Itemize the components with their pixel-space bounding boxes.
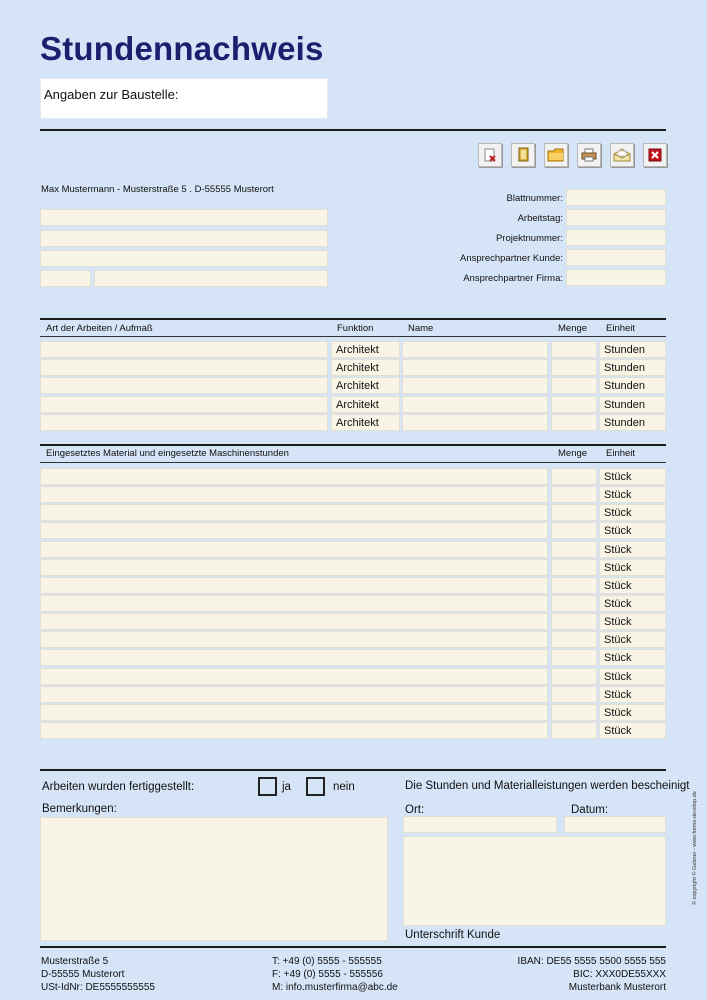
- ja-checkbox[interactable]: [258, 777, 277, 796]
- material-einheit-field[interactable]: Stück: [599, 468, 666, 485]
- material-menge-field[interactable]: [551, 468, 597, 485]
- ja-label: ja: [282, 781, 291, 793]
- material-einheit-field[interactable]: Stück: [599, 577, 666, 594]
- bescheinigt-label: Die Stunden und Materialleistungen werden bescheinigt: [405, 780, 690, 792]
- material-einheit-field[interactable]: Stück: [599, 595, 666, 612]
- work-einheit-field[interactable]: Stunden: [599, 359, 666, 376]
- material-menge-field[interactable]: [551, 668, 597, 685]
- material-field[interactable]: [40, 504, 548, 521]
- form-toolbar: [478, 143, 667, 167]
- material-field[interactable]: [40, 704, 548, 721]
- work-funktion-field[interactable]: Architekt: [331, 341, 400, 358]
- material-einheit-field[interactable]: Stück: [599, 649, 666, 666]
- work-menge-field[interactable]: [551, 359, 597, 376]
- work-name-field[interactable]: [402, 396, 548, 413]
- footer-line: IBAN: DE55 5555 5500 5555 555: [517, 956, 666, 967]
- material-field[interactable]: [40, 722, 548, 739]
- print-icon: [581, 147, 597, 163]
- work-table-top-rule: [40, 318, 666, 320]
- ort-field[interactable]: [403, 816, 557, 833]
- material-field[interactable]: [40, 577, 548, 594]
- work-art-field[interactable]: [40, 396, 328, 413]
- bemerkungen-field[interactable]: [40, 817, 388, 941]
- footer-line: Musterbank Musterort: [568, 982, 666, 993]
- material-einheit-field[interactable]: Stück: [599, 541, 666, 558]
- arbeitstag-field[interactable]: [566, 209, 666, 226]
- material-field[interactable]: [40, 486, 548, 503]
- material-table-top-rule: [40, 444, 666, 446]
- email-button[interactable]: [610, 143, 634, 167]
- baustelle-field[interactable]: [40, 78, 328, 119]
- footer-bank: [518, 955, 666, 994]
- address-field-2[interactable]: [40, 230, 328, 247]
- col-header-einheit: Einheit: [606, 323, 636, 334]
- postcode-field[interactable]: [40, 270, 91, 287]
- footer-line: M: info.musterfirma@abc.de: [272, 982, 398, 993]
- work-funktion-field[interactable]: Architekt: [331, 359, 400, 376]
- nein-label: nein: [333, 781, 355, 793]
- blattnummer-field[interactable]: [566, 189, 666, 206]
- new-document-button[interactable]: [511, 143, 535, 167]
- unterschrift-label: Unterschrift Kunde: [405, 929, 501, 941]
- material-field[interactable]: [40, 613, 548, 630]
- footer-contact: [272, 955, 398, 994]
- col-header-material-einheit: Einheit: [606, 448, 636, 459]
- material-field[interactable]: [40, 668, 548, 685]
- work-menge-field[interactable]: [551, 396, 597, 413]
- footer-line: USt-IdNr: DE5555555555: [41, 982, 155, 993]
- material-menge-field[interactable]: [551, 649, 597, 666]
- projektnummer-label: Projektnummer:: [495, 233, 563, 244]
- fertiggestellt-label: Arbeiten wurden fertiggestellt:: [42, 781, 195, 793]
- work-name-field[interactable]: [402, 359, 548, 376]
- work-name-field[interactable]: [402, 377, 548, 394]
- material-field[interactable]: [40, 595, 548, 612]
- page-title: Stundennachweis: [40, 30, 324, 67]
- material-field[interactable]: [40, 468, 548, 485]
- material-einheit-field[interactable]: Stück: [599, 613, 666, 630]
- work-art-field[interactable]: [40, 359, 328, 376]
- material-table-header-rule: [40, 462, 666, 463]
- work-funktion-field[interactable]: Architekt: [331, 377, 400, 394]
- footer-line: Musterstraße 5: [41, 956, 109, 967]
- material-field[interactable]: [40, 631, 548, 648]
- close-button[interactable]: [643, 143, 667, 167]
- work-funktion-field[interactable]: Architekt: [331, 414, 400, 431]
- material-field[interactable]: [40, 541, 548, 558]
- clear-form-icon: [482, 147, 498, 163]
- divider: [40, 129, 666, 131]
- ansprechpartner-firma-field[interactable]: [566, 269, 666, 286]
- material-menge-field[interactable]: [551, 541, 597, 558]
- datum-label: Datum:: [571, 804, 609, 816]
- work-menge-field[interactable]: [551, 377, 597, 394]
- col-header-material-menge: Menge: [558, 448, 588, 459]
- ort-label: Ort:: [405, 804, 425, 816]
- col-header-menge: Menge: [558, 323, 588, 334]
- signature-field[interactable]: [403, 836, 666, 926]
- footer-line: F: +49 (0) 5555 - 555556: [272, 969, 383, 980]
- work-art-field[interactable]: [40, 414, 328, 431]
- work-menge-field[interactable]: [551, 414, 597, 431]
- datum-field[interactable]: [564, 816, 666, 833]
- work-name-field[interactable]: [402, 341, 548, 358]
- material-einheit-field[interactable]: Stück: [599, 704, 666, 721]
- work-table-header-rule: [40, 336, 666, 337]
- work-art-field[interactable]: [40, 377, 328, 394]
- document-icon: [515, 147, 531, 163]
- work-funktion-field[interactable]: Architekt: [331, 396, 400, 413]
- material-einheit-field[interactable]: Stück: [599, 686, 666, 703]
- footer-line: D-55555 Musterort: [41, 969, 125, 980]
- material-menge-field[interactable]: [551, 504, 597, 521]
- work-einheit-field[interactable]: Stunden: [599, 396, 666, 413]
- work-art-field[interactable]: [40, 341, 328, 358]
- folder-icon: [547, 147, 565, 163]
- material-field[interactable]: [40, 649, 548, 666]
- copyright-note: © copyright © Gebner - www.forms-develop.de: [692, 791, 698, 905]
- material-menge-field[interactable]: [551, 704, 597, 721]
- material-einheit-field[interactable]: Stück: [599, 486, 666, 503]
- material-einheit-field[interactable]: Stück: [599, 559, 666, 576]
- material-menge-field[interactable]: [551, 595, 597, 612]
- material-einheit-field[interactable]: Stück: [599, 722, 666, 739]
- clear-form-button[interactable]: [478, 143, 502, 167]
- print-button[interactable]: [577, 143, 601, 167]
- nein-checkbox[interactable]: [306, 777, 325, 796]
- col-header-material: Eingesetztes Material und eingesetzte Maschinenstunden: [46, 448, 289, 459]
- email-icon: [613, 147, 631, 163]
- material-menge-field[interactable]: [551, 522, 597, 539]
- footer-rule: [40, 946, 666, 948]
- address-field-3[interactable]: [40, 250, 328, 267]
- bemerkungen-label: Bemerkungen:: [42, 803, 117, 815]
- completion-top-rule: [40, 769, 666, 771]
- material-menge-field[interactable]: [551, 631, 597, 648]
- col-header-funktion: Funktion: [337, 323, 374, 334]
- footer-line: T: +49 (0) 5555 - 555555: [272, 956, 382, 967]
- material-menge-field[interactable]: [551, 722, 597, 739]
- ansprechpartner-kunde-label: Ansprechpartner Kunde:: [460, 253, 563, 264]
- material-menge-field[interactable]: [551, 559, 597, 576]
- work-name-field[interactable]: [402, 414, 548, 431]
- ansprechpartner-firma-label: Ansprechpartner Firma:: [463, 273, 563, 284]
- material-field[interactable]: [40, 559, 548, 576]
- sender-address: Max Mustermann - Musterstraße 5 . D-55555 Musterort: [41, 184, 274, 195]
- col-header-art: Art der Arbeiten / Aufmaß: [46, 323, 153, 334]
- blattnummer-label: Blattnummer:: [506, 193, 563, 204]
- open-button[interactable]: [544, 143, 568, 167]
- material-field[interactable]: [40, 522, 548, 539]
- material-einheit-field[interactable]: Stück: [599, 631, 666, 648]
- arbeitstag-label: Arbeitstag:: [517, 213, 563, 224]
- material-menge-field[interactable]: [551, 486, 597, 503]
- col-header-name: Name: [408, 323, 434, 334]
- material-einheit-field[interactable]: Stück: [599, 522, 666, 539]
- work-einheit-field[interactable]: Stunden: [599, 377, 666, 394]
- projektnummer-field[interactable]: [566, 229, 666, 246]
- ansprechpartner-kunde-field[interactable]: [566, 249, 666, 266]
- material-menge-field[interactable]: [551, 686, 597, 703]
- footer-line: BIC: XXX0DE55XXX: [573, 969, 666, 980]
- baustelle-label: Angaben zur Baustelle:: [44, 87, 179, 102]
- material-einheit-field[interactable]: Stück: [599, 668, 666, 685]
- material-field[interactable]: [40, 686, 548, 703]
- material-menge-field[interactable]: [551, 577, 597, 594]
- work-menge-field[interactable]: [551, 341, 597, 358]
- material-einheit-field[interactable]: Stück: [599, 504, 666, 521]
- material-menge-field[interactable]: [551, 613, 597, 630]
- footer-address: [41, 955, 155, 994]
- work-einheit-field[interactable]: Stunden: [599, 414, 666, 431]
- address-field-1[interactable]: [40, 209, 328, 226]
- city-field[interactable]: [94, 270, 328, 287]
- work-einheit-field[interactable]: Stunden: [599, 341, 666, 358]
- close-icon: [647, 147, 663, 163]
